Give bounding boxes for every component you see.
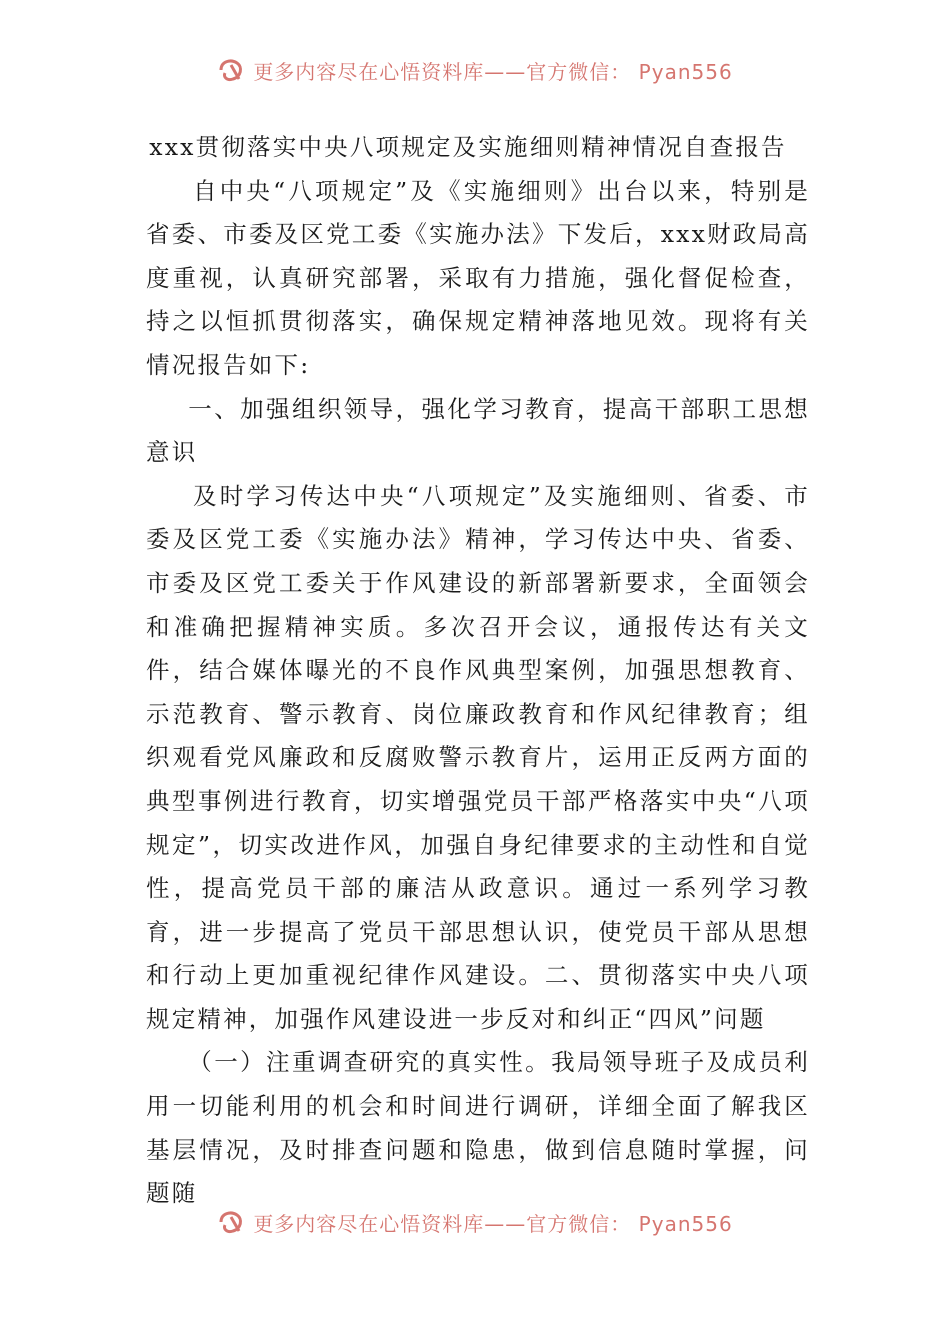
document-title: xxx贯彻落实中央八项规定及实施细则精神情况自查报告 bbox=[149, 133, 787, 161]
paragraph-intro: 自中央“八项规定”及《实施细则》出台以来，特别是省委、市委及区党工委《实施办法》下发后，xxx财政局高度重视，认真研究部署，采取有力措施，强化督促检查，持之以恒抓贯彻落实，确保规定精神落地见效。现将有关情况报告如下: bbox=[146, 176, 810, 379]
watermark-header bbox=[0, 50, 950, 90]
watermark-text: 更多内容尽在心悟资料库——官方微信： Pyan556 bbox=[253, 59, 733, 84]
brand-logo-icon bbox=[217, 1209, 247, 1235]
document-body bbox=[146, 126, 810, 1216]
brand-logo-icon bbox=[217, 57, 247, 83]
paragraph-section-1: 及时学习传达中央“八项规定”及实施细则、省委、市委及区党工委《实施办法》精神，学习传达中央、省委、市委及区党工委关于作风建设的新部署新要求，全面领会和准确把握精神实质。多次召开会议，通报传达有关文件，结合媒体曝光的不良作风典型案例，加强思想教育、示范教育、警示教育、岗位廉政教育和作风纪律教育；组织观看党风廉政和反腐败警示教育片，运用正反两方面的典型事例进行教育，切实增强党员干部严格落实中央“八项规定”，切实改进作风，加强自身纪律要求的主动性和自觉性，提高党员干部的廉洁从政意识。通过一系列学习教育，进一步提高了党员干部思想认识，使党员干部从思想和行动上更加重视纪律作风建设。二、贯彻落实中央八项规定精神，加强作风建设进一步反对和纠正“四风”问题 bbox=[146, 481, 810, 1033]
watermark-footer bbox=[0, 1202, 950, 1242]
section-heading-1: 一、加强组织领导，强化学习教育，提高干部职工思想意识 bbox=[146, 394, 810, 467]
watermark-text: 更多内容尽在心悟资料库——官方微信： Pyan556 bbox=[253, 1211, 733, 1236]
paragraph-subsection-1: （一）注重调查研究的真实性。我局领导班子及成员利用一切能利用的机会和时间进行调研，详细全面了解我区基层情况，及时排查问题和隐患，做到信息随时掌握，问题随 bbox=[146, 1048, 810, 1208]
